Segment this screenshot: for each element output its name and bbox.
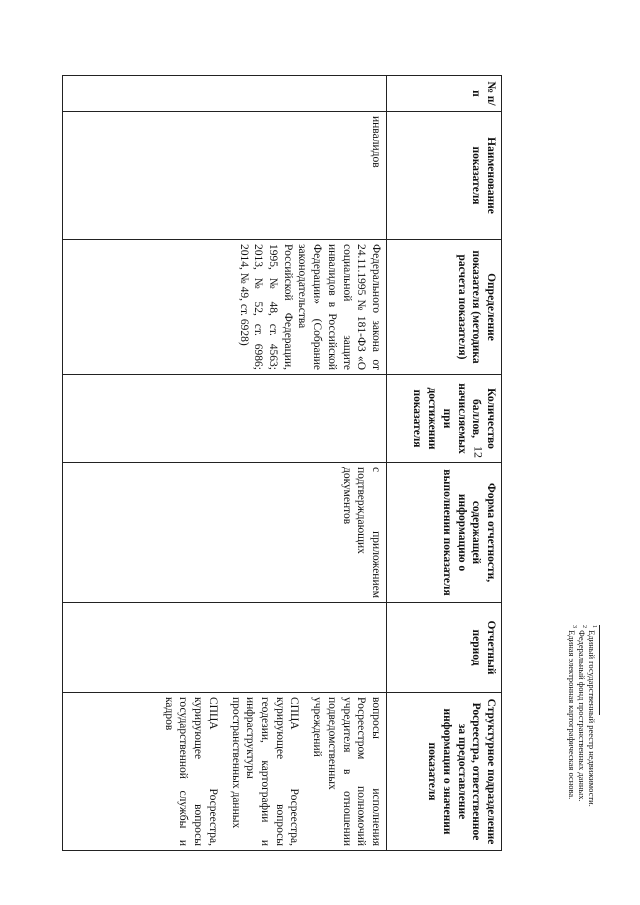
footnote-divider bbox=[599, 625, 600, 715]
footnotes bbox=[566, 625, 600, 865]
cell-name: инвалидов bbox=[63, 112, 387, 240]
header-report-form: Форма отчетности, содержащей информацию о выполнении показателя bbox=[387, 463, 502, 603]
header-name: Наименование показателя bbox=[387, 112, 502, 240]
cell-num bbox=[63, 76, 387, 112]
header-definition: Определение показателя (методика расчета показателя) bbox=[387, 240, 502, 375]
header-period: Отчетный период bbox=[387, 603, 502, 693]
department-text-3: СПЦА Росреестра, курирующее вопросы государственной службы и кадров bbox=[162, 697, 219, 846]
cell-report-form: с приложением подтверждающих документов bbox=[63, 463, 387, 603]
table-header-row bbox=[387, 76, 502, 851]
footnote-3: $^3$ Единая электронная картографическая основа. bbox=[566, 625, 577, 800]
header-points: Количество баллов, начисляемых при достижении показателя bbox=[387, 375, 502, 463]
footnote-2: $^2$ Федеральный фонд пространственных данных. bbox=[576, 625, 587, 802]
department-text-2: СПЦА Росреестра, курирующее вопросы геодезии, картографии и инфраструктуры пространственных данных bbox=[229, 697, 301, 846]
header-num: № п/п bbox=[387, 76, 502, 112]
indicators-table bbox=[62, 75, 502, 851]
page-number: 12 bbox=[471, 446, 486, 458]
department-text-1: вопросы исполнения Росреестром полномочий учредителя в отношении подведомственных учреждений bbox=[311, 697, 382, 846]
header-department: Структурное подразделение Росреестра, ответственное за предоставление информации о значении показателя bbox=[387, 693, 502, 851]
footnote-1: $^1$ Единый государственный реестр недвижимости. bbox=[587, 625, 597, 807]
cell-department bbox=[63, 693, 387, 851]
cell-definition: Федерального закона от 24.11.1995 № 181-ФЗ «О социальной защите инвалидов в Российской Федерации» (Собрание законодательства Российской Федерации, 1995, № 48, ст. 4563; 2013, № 52, ст. 6986; 2014, № 49, ст. 6928) bbox=[63, 240, 387, 375]
table-row bbox=[63, 76, 387, 851]
rotated-table-container bbox=[62, 75, 502, 850]
cell-period bbox=[63, 603, 387, 693]
cell-points bbox=[63, 375, 387, 463]
